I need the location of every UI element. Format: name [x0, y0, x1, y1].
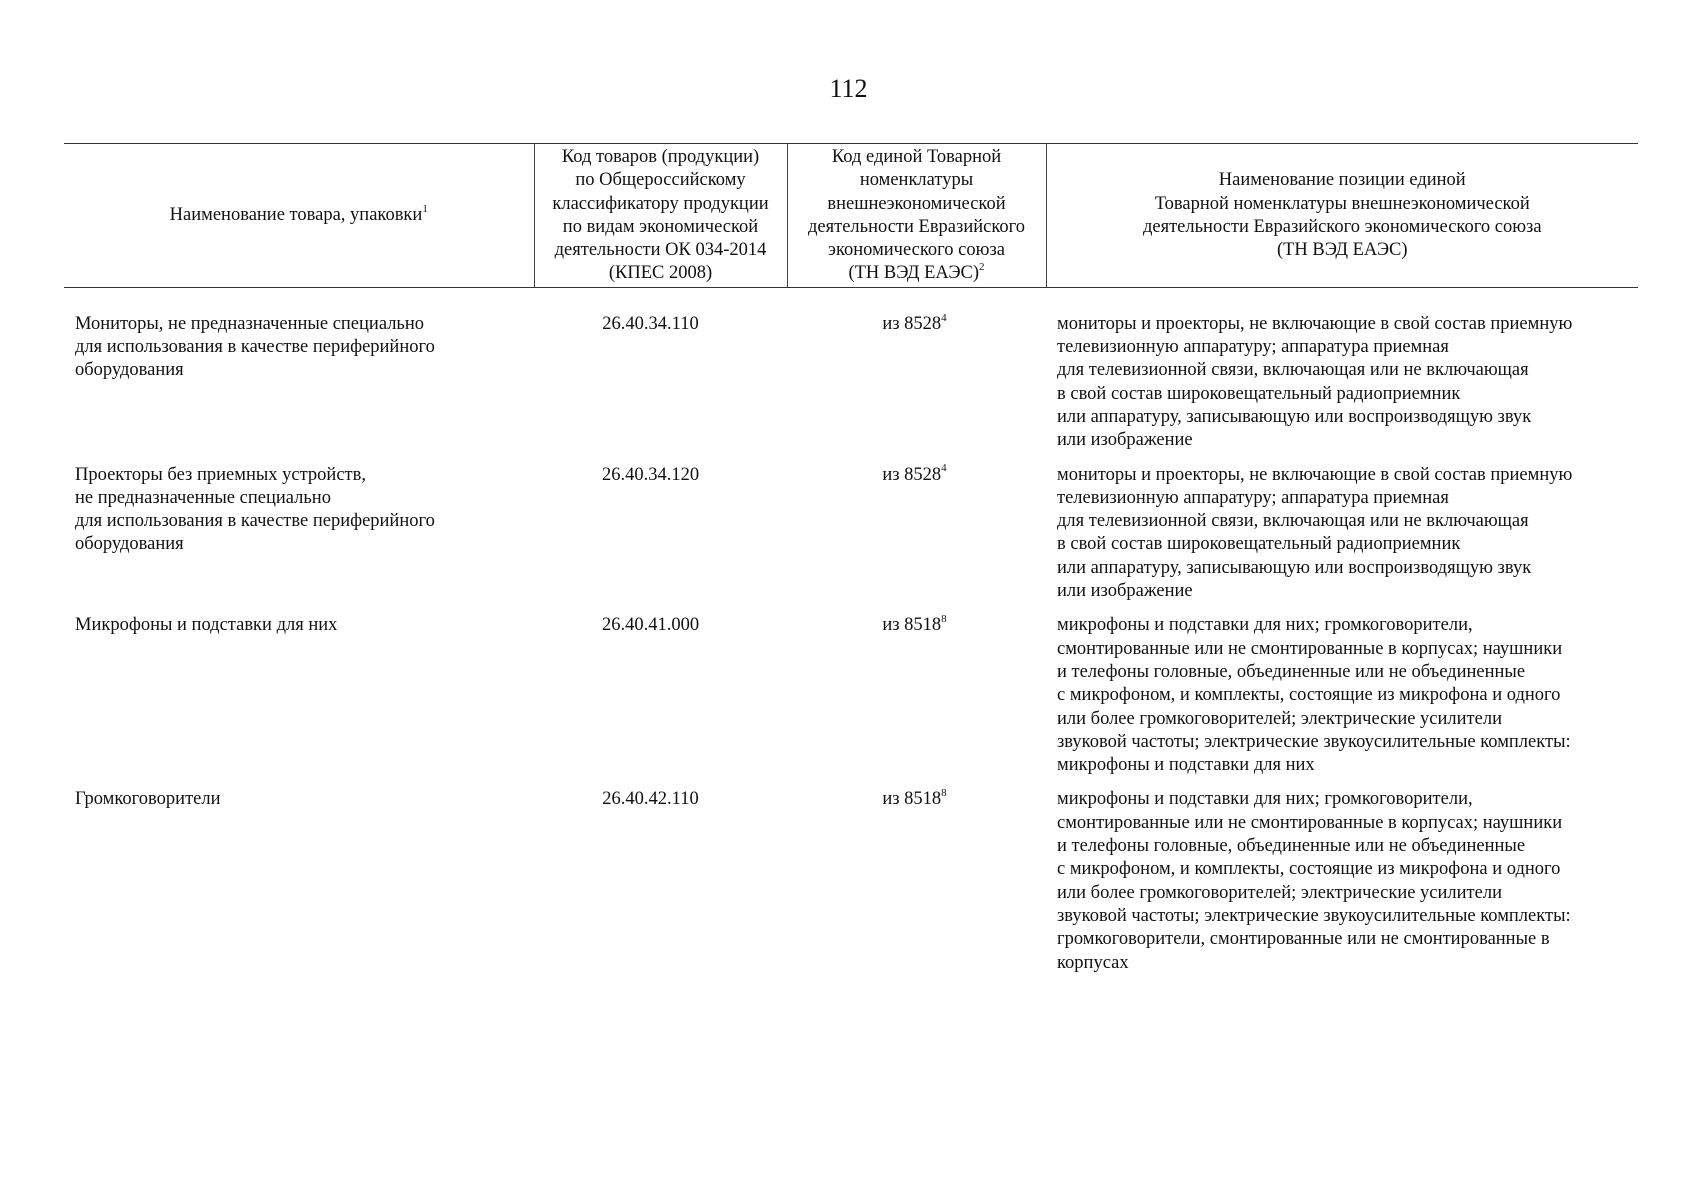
goods-table [64, 143, 1638, 986]
table-header [64, 144, 1638, 288]
okpd-code: 26.40.34.110 [602, 313, 699, 334]
tnved-code-text: из 8528 [882, 464, 942, 485]
tnved-footnote: 8 [941, 787, 947, 800]
tnved-description: мониторы и проекторы, не включающие в свой состав приемную телевизионную аппаратуру; аппаратура приемная для телевизионной связи, включающая или не включающая в свой состав широковещательный радиоприемник или аппаратуру, записывающую или воспроизводящую звук или изображение [1057, 464, 1573, 602]
header-okpd [534, 144, 787, 288]
table-row [64, 287, 1638, 463]
okpd-code: 26.40.42.110 [602, 789, 699, 810]
header-tnved-text: Код единой Товарной номенклатуры внешнеэкономической деятельности Евразийского экономического союза (ТН ВЭД ЕАЭС) [807, 147, 1026, 284]
header-desc [1046, 144, 1638, 288]
goods-name: Мониторы, не предназначенные специально для использования в качестве периферийного оборудования [75, 313, 435, 381]
goods-name: Микрофоны и подставки для них [75, 615, 338, 636]
tnved-footnote: 4 [941, 462, 947, 475]
tnved-code [787, 464, 1046, 615]
table-row [64, 614, 1638, 788]
header-okpd-text: Код товаров (продукции) по Общероссийскому классификатору продукции по видам экономической деятельности ОК 034-2014 (КПЕС 2008) [552, 147, 769, 284]
tnved-description: микрофоны и подставки для них; громкоговорители, смонтированные или не смонтированные в корпусах; наушники и телефоны головные, объединенные или не объединенные с микрофоном, и комплекты, состоящие из микрофона и одного или более громкоговорителей; электрические усилители звуковой частоты; электрические звукоусилительные комплекты: громкоговорители, смонтированные или не смонтированные в корпусах [1057, 789, 1571, 973]
tnved-code [787, 287, 1046, 463]
tnved-description: микрофоны и подставки для них; громкоговорители, смонтированные или не смонтированные в корпусах; наушники и телефоны головные, объединенные или не объединенные с микрофоном, и комплекты, состоящие из микрофона и одного или более громкоговорителей; электрические усилители звуковой частоты; электрические звукоусилительные комплекты: микрофоны и подставки для них [1057, 615, 1571, 776]
tnved-footnote: 4 [941, 311, 947, 324]
tnved-description: мониторы и проекторы, не включающие в свой состав приемную телевизионную аппаратуру; аппаратура приемная для телевизионной связи, включающая или не включающая в свой состав широковещательный радиоприемник или аппаратуру, записывающую или воспроизводящую звук или изображение [1057, 313, 1573, 451]
header-row [64, 144, 1638, 288]
header-name-text: Наименование товара, упаковки [169, 205, 423, 226]
goods-name: Громкоговорители [75, 789, 221, 810]
okpd-code: 26.40.34.120 [601, 464, 700, 485]
header-tnved-footnote: 2 [979, 261, 985, 274]
okpd-code: 26.40.41.000 [601, 615, 700, 636]
header-name-footnote: 1 [422, 203, 428, 216]
tnved-footnote: 8 [941, 613, 947, 626]
tnved-code [787, 614, 1046, 788]
header-tnved [787, 144, 1046, 288]
tnved-code-text: из 8518 [882, 789, 942, 810]
header-desc-text: Наименование позиции единой Товарной номенклатуры внешнеэкономической деятельности Евразийского экономического союза (ТН ВЭД ЕАЭС) [1142, 170, 1542, 261]
goods-name: Проекторы без приемных устройств, не предназначенные специально для использования в качестве периферийного оборудования [75, 464, 435, 555]
tnved-code-text: из 8518 [882, 615, 942, 636]
table-row [64, 788, 1638, 985]
table-body [64, 287, 1638, 986]
tnved-code [787, 788, 1046, 985]
table-row [64, 464, 1638, 615]
tnved-code-text: из 8528 [882, 313, 942, 334]
header-name [64, 144, 534, 288]
page-number: 112 [829, 74, 868, 103]
